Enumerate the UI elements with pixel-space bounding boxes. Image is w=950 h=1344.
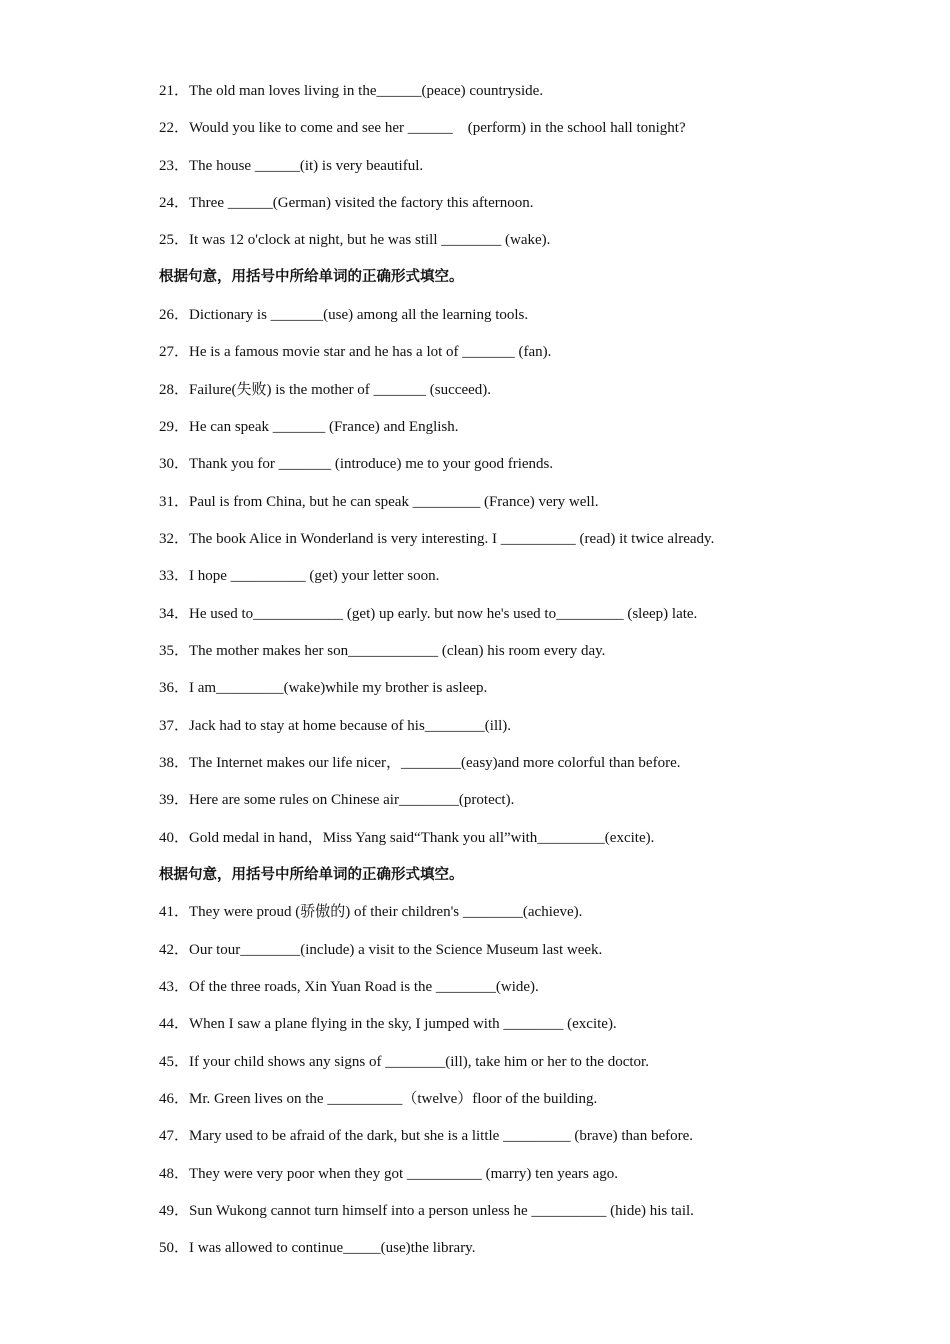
question-text: Failure(失败) is the mother of _______ (succeed). [189, 382, 492, 398]
question-number: 24． [159, 195, 190, 211]
question-text: Of the three roads, Xin Yuan Road is the ________(wide). [189, 979, 539, 995]
question-49 [159, 1201, 694, 1221]
question-36 [159, 678, 487, 698]
question-text: Sun Wukong cannot turn himself into a person unless he __________ (hide) his tail. [189, 1203, 694, 1219]
question-text: He is a famous movie star and he has a lot of _______ (fan). [189, 344, 552, 360]
question-text: Would you like to come and see her ______ (perform) in the school hall tonight? [189, 120, 686, 136]
question-number: 26． [159, 307, 190, 323]
question-text: The mother makes her son____________ (clean) his room every day. [189, 643, 606, 659]
question-text: Our tour________(include) a visit to the Science Museum last week. [189, 942, 603, 958]
question-text: I am_________(wake)while my brother is asleep. [189, 680, 488, 696]
question-number: 30． [159, 456, 190, 472]
question-27 [159, 342, 551, 362]
question-text: Three ______(German) visited the factory this afternoon. [189, 195, 534, 211]
question-23 [159, 156, 423, 176]
question-number: 22． [159, 120, 190, 136]
question-number: 31． [159, 494, 190, 510]
question-number: 23． [159, 158, 190, 174]
question-text: Gold medal in hand，Miss Yang said“Thank you all”with_________(excite). [189, 830, 655, 846]
question-text: When I saw a plane flying in the sky, I jumped with ________ (excite). [189, 1016, 617, 1032]
question-44 [159, 1014, 617, 1034]
question-number: 41． [159, 904, 190, 920]
question-40 [159, 828, 654, 848]
question-text: Dictionary is _______(use) among all the learning tools. [189, 307, 529, 323]
question-number: 42． [159, 942, 190, 958]
section-heading: 根据句意，用括号中所给单词的正确形式填空。 [159, 867, 464, 883]
question-38 [159, 753, 681, 773]
question-number: 44． [159, 1016, 190, 1032]
question-number: 39． [159, 792, 190, 808]
question-text: Paul is from China, but he can speak _________ (France) very well. [189, 494, 599, 510]
question-number: 38． [159, 755, 190, 771]
question-33 [159, 566, 439, 586]
question-42 [159, 940, 602, 960]
question-45 [159, 1052, 649, 1072]
question-text: They were very poor when they got __________ (marry) ten years ago. [189, 1166, 619, 1182]
question-31 [159, 492, 599, 512]
question-text: Here are some rules on Chinese air________(protect). [189, 792, 515, 808]
question-39 [159, 790, 514, 810]
question-text: The Internet makes our life nicer，________(easy)and more colorful than before. [189, 755, 681, 771]
question-text: He used to____________ (get) up early. but now he's used to_________ (sleep) late. [189, 606, 698, 622]
question-number: 40． [159, 830, 190, 846]
question-43 [159, 977, 539, 997]
question-46 [159, 1089, 597, 1109]
question-text: The book Alice in Wonderland is very interesting. I __________ (read) it twice already. [189, 531, 715, 547]
question-text: He can speak _______ (France) and English. [189, 419, 459, 435]
question-text: It was 12 o'clock at night, but he was still ________ (wake). [189, 232, 551, 248]
question-number: 21． [159, 83, 190, 99]
question-number: 46． [159, 1091, 190, 1107]
question-37 [159, 716, 511, 736]
question-number: 35． [159, 643, 190, 659]
question-number: 45． [159, 1054, 190, 1070]
question-number: 50． [159, 1240, 190, 1256]
question-47 [159, 1126, 693, 1146]
question-48 [159, 1164, 618, 1184]
question-number: 32． [159, 531, 190, 547]
question-29 [159, 417, 459, 437]
question-32 [159, 529, 714, 549]
question-text: Mary used to be afraid of the dark, but she is a little _________ (brave) than before. [189, 1128, 694, 1144]
question-number: 34． [159, 606, 190, 622]
question-35 [159, 641, 605, 661]
question-number: 37． [159, 718, 190, 734]
question-text: I was allowed to continue_____(use)the library. [189, 1240, 476, 1256]
question-26 [159, 305, 528, 325]
question-text: Jack had to stay at home because of his________(ill). [189, 718, 512, 734]
question-number: 49． [159, 1203, 190, 1219]
question-number: 25． [159, 232, 190, 248]
question-text: If your child shows any signs of ________(ill), take him or her to the doctor. [189, 1054, 649, 1070]
question-text: The house ______(it) is very beautiful. [189, 158, 424, 174]
question-number: 43． [159, 979, 190, 995]
question-text: Thank you for _______ (introduce) me to your good friends. [189, 456, 554, 472]
question-text: The old man loves living in the______(peace) countryside. [189, 83, 544, 99]
question-24 [159, 193, 533, 213]
question-34 [159, 604, 697, 624]
question-text: They were proud (骄傲的) of their children's ________(achieve). [189, 904, 583, 920]
question-22 [159, 118, 686, 138]
question-28 [159, 380, 491, 400]
question-number: 47． [159, 1128, 190, 1144]
question-text: Mr. Green lives on the __________（twelve）floor of the building. [189, 1091, 598, 1107]
question-number: 48． [159, 1166, 190, 1182]
question-41 [159, 902, 582, 922]
question-21 [159, 81, 543, 101]
question-number: 27． [159, 344, 190, 360]
question-number: 36． [159, 680, 190, 696]
question-text: I hope __________ (get) your letter soon. [189, 568, 440, 584]
question-number: 29． [159, 419, 190, 435]
section-heading: 根据句意，用括号中所给单词的正确形式填空。 [159, 269, 464, 285]
question-25 [159, 230, 550, 250]
question-number: 33． [159, 568, 190, 584]
question-50 [159, 1238, 475, 1258]
question-30 [159, 454, 553, 474]
question-number: 28． [159, 382, 190, 398]
